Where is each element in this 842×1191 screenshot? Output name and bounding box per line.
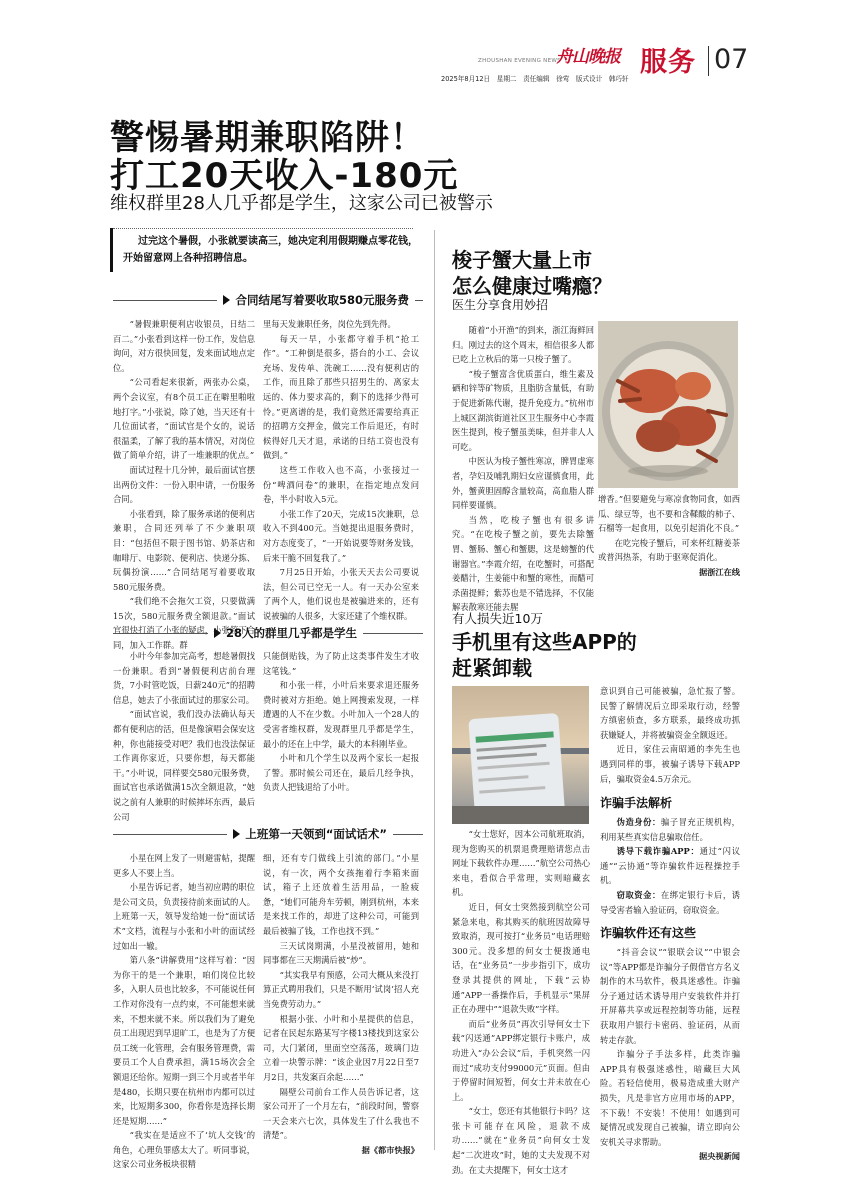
paragraph: 在吃完梭子蟹后，可来杯红糖姜茶或普洱热茶，有助于驱寒促消化。 <box>598 537 740 563</box>
fraud-software-title: 诈骗软件还有这些 <box>600 926 697 940</box>
section3-col2 <box>263 851 419 1157</box>
section3-heading: 上班第一天领到“面试话术” <box>113 826 423 842</box>
paragraph: “其实我早有预感，公司大概从来没打算正式聘用我们，只是不断用‘试岗’招人充当免费劳动力。” <box>263 969 419 1009</box>
lead-headline-2: 打工20天收入-180元 <box>110 156 459 196</box>
paragraph: 细，还有专门做线上引流的部门。”小星说，有一次，两个女孩拖着行李箱来面试，箱子上还放着生活用品，一脸疲惫，“她们可能舟车劳顿，刚到杭州，本来是来找工作的，却进了这种公司，可能到最后被骗了钱，工作也找不到。” <box>263 853 419 936</box>
paragraph: 中医认为梭子蟹性寒凉，脾胃虚寒者，孕妇及哺乳期妇女应谨慎食用，此外，蟹黄胆固醇含量较高，高血脂人群同样要谨慎。 <box>452 456 594 511</box>
paragraph: “我们绝不会拖欠工资，只要做满15次，580元服务费全额退款。”面试官很快打消了小张的疑虑，小张签下合同，加入工作群。群 <box>113 596 255 651</box>
paragraph: 只能倒贴钱，为了防止这类事件发生才收这笔钱。” <box>263 651 419 676</box>
paragraph: 小叶和几个学生以及两个家长一起报了警。那时候公司还在，最后几经争执，负责人把钱退给了小叶。 <box>263 753 419 793</box>
paragraph: 隔壁公司前台工作人员告诉记者，这家公司开了一个月左右，“前段时间，警察一天会来六七次，具体发生了什么我也不清楚”。 <box>263 1086 419 1141</box>
paragraph: 根据小张、小叶和小星提供的信息，记者在民起东路某写字楼13楼找到这家公司，大门紧闭，里面空空荡荡，玻璃门边立着一块警示牌：“该企业因7月22日至7月2日，共发案百余起……” <box>263 1013 419 1082</box>
paragraph: “我实在是适应不了‘坑人交钱’的角色，心理负罪感太大了。听同事说，这家公司业务板块很精 <box>113 1130 255 1170</box>
fraud-item <box>600 888 740 917</box>
paragraph: 随着“小开渔”的到来，浙江海鲜回归。刚过去的这个周末，相信很多人都已吃上立秋后的第一只梭子蟹了。 <box>452 325 594 365</box>
triangle-icon <box>223 295 230 305</box>
paragraph: 而后“业务员”再次引导何女士下载“闪送通”APP绑定银行卡账户，成功进入“办公会议”后，手机突然一闪而过“成功支付99000元”页面。但由于停留时间短暂，何女士并未放在心上。 <box>452 1018 590 1102</box>
masthead-divider <box>708 46 709 76</box>
triangle-icon <box>233 829 240 839</box>
crab-col1 <box>452 323 594 615</box>
section2-col2 <box>263 649 419 795</box>
paragraph: 小星在网上发了一则避雷帖，提醒更多人不要上当。 <box>113 853 255 878</box>
paragraph: “女士，您还有其他银行卡吗？这张卡可能存在风险，退款不成功……”就在“业务员”向何女士发起“二次进攻”时，她的丈夫发现不对劲。在丈夫提醒下，何女士这才 <box>452 1106 590 1175</box>
app-col2 <box>600 684 740 786</box>
lead-intro-rule <box>113 228 413 229</box>
lead-intro-box <box>110 228 420 272</box>
app-source: 据央视新闻 <box>699 1151 740 1162</box>
paragraph: 每天一早，小张都守着手机“抢工作”。“工种倒是很多，搭台的小工、会议充场、发传单、洗碗工……没有便利店的工作，而且除了那些只招男生的、离家太远的、体力要求高的，剩下的选择少得可怜。”更离谱的是，我们竟然还需要给真正的招聘方交押金，做完工作后退还，有时候得好几天才退，承诺的日结工资也没有做到。” <box>263 333 419 461</box>
fraud-item <box>600 815 740 844</box>
app-title-2: 赶紧卸载 <box>452 656 532 680</box>
paragraph: 近日，家住云南昭通的李先生也遇到同样的事，被骗子诱导下载APP后，骗取资金4.5万余元。 <box>600 744 740 784</box>
section3-col1 <box>113 851 255 1172</box>
crab-title-1: 梭子蟹大量上市 <box>452 248 592 272</box>
triangle-icon <box>214 628 221 638</box>
app-title-1: 手机里有这些APP的 <box>452 630 637 654</box>
app-col1 <box>452 827 590 1177</box>
crab-source: 据浙江在线 <box>699 566 740 577</box>
paragraph: 诈骗分子手法多样，此类诈骗APP具有极强迷惑性，暗藏巨大风险。若轻信使用，极易造成重大财产损失，凡是非官方应用市场的APP，不下载！不安装！不使用！如遇到可疑情况或发现自己被骗，请立即向公安机关寻求帮助。 <box>600 1049 740 1147</box>
paragraph: 7月25日开始，小张天天去公司要说法，但公司已空无一人。有一天办公室来了两个人，他们说也是被骗进来的，还有说被骗的人很多，大家还建了个维权群。 <box>263 567 419 621</box>
fraud-item-label: 伪造身份： <box>616 817 661 827</box>
fraud-item-label: 诱导下载诈骗APP： <box>616 846 700 857</box>
paragraph: 和小张一样，小叶后来要求退还服务费时被对方拒绝。她上网搜索发现，一样遭遇的人不在少数。小叶加入一个28人的受害者维权群，发现群里几乎都是学生，最小的还在上中学，最大的本科刚毕业。 <box>263 680 419 749</box>
lead-headline-1: 警惕暑期兼职陷阱！ <box>110 118 425 158</box>
masthead <box>0 0 842 90</box>
fraud-method-list <box>600 815 740 917</box>
section2-heading: 28人的群里几乎都是学生 <box>113 625 423 641</box>
fraud-item <box>600 844 740 888</box>
paragraph: 第八条“讲解费用”这样写着：“因为你干的是一个兼职，咱们岗位比较多，入职人员也比较多，不可能说任何工作对你没有一点约束，不可能想来就来，不想来就不来。所以我们为了避免员工出现迟到早退旷工，也是为了方便员工统一化管理，会有服务管理费，需要员工个人自费承担，满15场次会全额退还给你。短期一到三个月或者半年是480，长期只要在杭州市内都可以过来，比短期多300，你看你是选择长期还是短期……” <box>113 955 255 1126</box>
paragraph: 增香。”但要避免与寒凉食物同食，如西瓜、绿豆等，也不要和含鞣酸的柿子、石榴等一起食用，以免引起消化不良。” <box>598 494 740 534</box>
paragraph: 小叶今年参加完高考，想趁暑假找一份兼职。看到“暑假便利店前台理货，7小时管吃饭，日薪240元”的招聘信息，她去了小张面试过的那家公司。 <box>113 651 255 705</box>
crab-title-2: 怎么健康过嘴瘾？ <box>452 274 612 298</box>
phone-photo <box>452 686 589 824</box>
lead-intro-text: 过完这个暑假，小张就要读高三，她决定利用假期赚点零花钱，开始留意网上各种招聘信息。 <box>123 236 418 264</box>
paragraph: 里每天发兼职任务，岗位先到先得。 <box>263 319 396 329</box>
paragraph: “面试官说，我们没办法确认每天都有便利店的活，但是像演唱会保安这种，你也能接受对吧？我们也没法保证工作离你家近，只要你想，每天都能干。”小叶说，同样要交580元服务费，面试官也承诺做满15次全额退款，“她说之前有人兼职的时候摔坏东西，最后公司 <box>113 709 255 822</box>
lead-subhead: 维权群里28人几乎都是学生，这家公司已被警示 <box>110 193 493 214</box>
crab-photo-drawing <box>598 321 738 488</box>
masthead-page-number: 07 <box>714 44 749 75</box>
fraud-item-text: 通过“闪议通”“云协通”等诈骗软件远程操控手机。 <box>600 846 740 886</box>
crab-photo <box>598 321 738 488</box>
fraud-item-label: 窃取资金： <box>616 889 661 900</box>
masthead-section: 服务 <box>640 47 696 78</box>
section1-col1 <box>113 317 255 653</box>
fraud-item-text: 在绑定银行卡后，诱导受害者输入验证码，窃取资金。 <box>600 889 740 915</box>
paragraph: “公司看起来很新，两张办公桌，两个会议室，有8个员工正在噼里啪啦地打字。”小张说，除了她，当天还有十几位面试者，“面试官是个女的，说话很温柔，了解了我的基本情况，对岗位做了简单介绍，讲了一堆兼职的优点。” <box>113 377 255 461</box>
paragraph: “梭子蟹富含优质蛋白，维生素及硒和锌等矿物质，且脂肪含量低，有助于促进新陈代谢，提升免疫力。”杭州市上城区湖滨街道社区卫生服务中心李霞医生提到，梭子蟹虽美味，但并非人人可吃。 <box>452 368 594 452</box>
app-kicker: 有人损失近10万 <box>452 611 543 626</box>
paragraph: 小张看到，除了服务承诺的便利店兼职，合同还列举了不少兼职项目：“包括但不限于图书馆、奶茶店和咖啡厅、电影院、便利店、快递分拣、玩偶扮演……”合同结尾写着要收取580元服务费。 <box>113 508 255 592</box>
paragraph: 近日，何女士突然接到航空公司紧急来电，称其购买的航班因故障导致取消，现可按打“业务员”电话理赔300元。没多想的何女士便拨通电话，在“业务员”一步步指引下，成功登录其提供的网址，下载“云协通”APP一番操作后，手机显示“果屏正在办理中”“退款失败”字样。 <box>452 901 590 1015</box>
crab-subtitle: 医生分享食用妙招 <box>452 298 549 312</box>
paragraph: “抖音会议”“银联会议”“中银会议”等APP都是诈骗分子假借官方名义制作的木马软件，极具迷惑性。诈骗分子通过话术诱导用户安装软件并打开屏幕共享或远程控制等功能，远程获取用户银行卡密码、验证码，从而转走存款。 <box>600 947 740 1045</box>
paragraph: “暑假兼职便利店收银员，日结二百二。”小张看到这样一份工作，发信息询问，对方很快回复，发来面试地点定位。 <box>113 319 255 373</box>
paragraph: 面试过程十几分钟，最后面试官摆出两份文件：一份入职申请，一份服务合同。 <box>113 464 255 505</box>
masthead-paper-name: 舟山晚报 <box>556 47 620 67</box>
phone-photo-drawing <box>452 686 589 824</box>
fraud-item-text: 骗子冒充正规机构，利用某些真实信息骗取信任。 <box>600 817 740 842</box>
paragraph: 三天试岗期满，小星没被留用，她和同事都在三天期满后被“炒”。 <box>263 940 419 966</box>
section2-col1 <box>113 649 255 824</box>
masthead-dateline: 2025年8月12日 星期二 责任编辑 徐莺 版式设计 韩巧轩 <box>441 75 629 83</box>
section1-col2 <box>263 317 419 623</box>
masthead-pinyin: ZHOUSHAN EVENING NEWS <box>478 58 561 64</box>
paragraph: 小张工作了20天，完成15次兼职，总收入不到400元。当她提出退服务费时，对方态度变了，“一开始说要等财务发钱，后来干脆不回复我了。” <box>263 508 419 563</box>
lead-source: 据《都市快报》 <box>361 1144 419 1155</box>
paragraph: “女士您好，因本公司航班取消，现为您购买的机票退费理赔请您点击网址下载软件办理……”航空公司热心来电，看似合乎常理，实则暗藏玄机。 <box>452 829 590 898</box>
column-divider <box>434 230 435 1150</box>
paragraph: 小星告诉记者，她当初应聘的职位是公司文员，负责接待前来面试的人。上班第一天，领导发给她一份“面试话术”文档，流程与小张和小叶的面试经过如出一辙。 <box>113 882 255 951</box>
paragraph: 当然，吃梭子蟹也有很多讲究。“在吃梭子蟹之前，要先去除蟹胃、蟹肠、蟹心和蟹腮，这是螃蟹的代谢器官。”李霞介绍，在吃蟹时，可搭配姜醋汁，生姜能中和蟹的寒性，而醋可杀菌提鲜；紫苏也是不错选择，不仅能解表散寒还能去腥 <box>452 514 594 613</box>
fraud-method-title: 诈骗手法解析 <box>600 796 673 810</box>
crab-col2 <box>598 492 740 580</box>
paragraph: 意识到自己可能被骗，急忙报了警。民警了解情况后立即采取行动，经警方缜密侦查，多方联系，最终成功抓获嫌疑人，并将被骗资金全额返还。 <box>600 686 740 740</box>
paragraph: 这些工作收入也不高，小张接过一份“啤酒问卷”的兼职，在指定地点发问卷，半小时收入5元。 <box>263 464 419 505</box>
section1-heading: 合同结尾写着要收取580元服务费 <box>113 292 423 308</box>
fraud-software-text <box>600 945 740 1164</box>
